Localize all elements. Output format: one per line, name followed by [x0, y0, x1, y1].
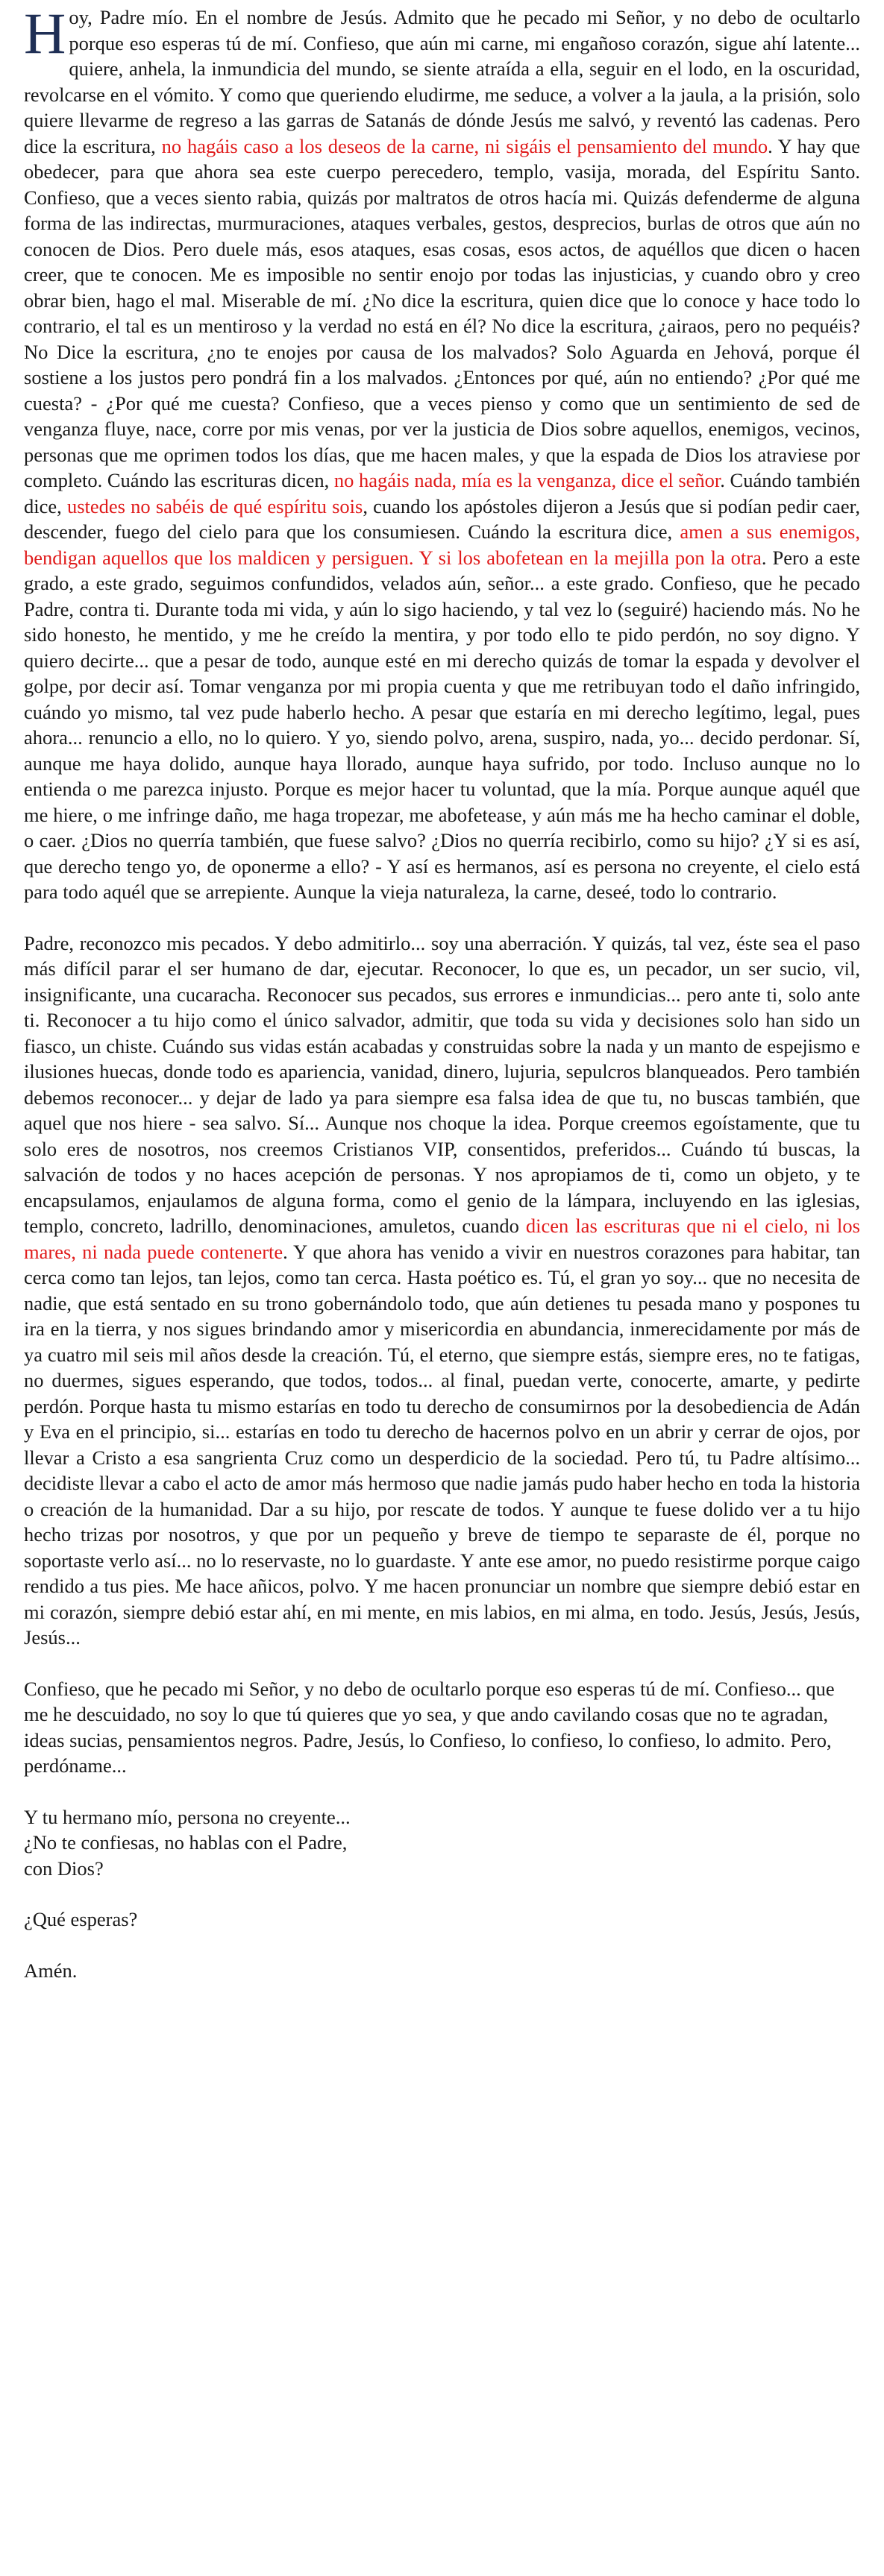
body-text: oy, Padre mío. En el nombre de Jesús. Admito que he pecado mi Señor, y no debo de ocultarlo porque eso esperas tú de mí. Confieso, que aún mi carne, mi engañoso corazón, sigue ahí latente... quiere, anhela, la inmundicia del mundo, se siente atraída a ella, seguir en el lodo, en la oscuridad, revolcarse en el vómito. Y como que queriendo eludirme, me seduce, a volver a la jaula, a la prisión, solo quiere llevarme de regreso a las garras de Satanás de dónde Jesús me salvó, y reventó las cadenas. Pero dice la escritura,	[24, 6, 860, 157]
body-text: . Cuándo también dice,	[24, 469, 860, 517]
body-text: ¿Qué esperas?	[24, 1908, 138, 1930]
body-text: Amén.	[24, 1959, 78, 1982]
body-text: , cuando los apóstoles dijeron a Jesús que si podían pedir caer, descender, fuego del cielo para que los consumiesen. Cuándo la escritura dice,	[24, 494, 860, 543]
scripture-quote: no hagáis nada, mía es la venganza, dice el señor	[333, 469, 721, 491]
body-text: con Dios?	[24, 1857, 104, 1880]
paragraph	[24, 1804, 860, 1882]
body-text: Y tu hermano mío, persona no creyente...	[24, 1805, 351, 1828]
paragraph	[24, 1906, 860, 1933]
body-text: Padre, reconozco mis pecados. Y debo admitirlo... soy una aberración. Y quizás, tal vez, éste sea el paso más difícil parar el ser humano de dar, ejecutar. Reconocer, lo que es, un pecador, un ser sucio, vil, insignificante, una cucaracha. Reconocer sus pecados, sus errores e inmundicias... pero ante ti, solo ante ti. Reconocer a tu hijo como el único salvador, admitir, que toda su vida y decisiones solo han sido un fiasco, un chiste. Cuándo sus vidas están acabadas y construidas sobre la nada y un manto de espejismo e ilusiones huecas, donde todo es apariencia, vanidad, dinero, lujuria, sepulcros blanqueados. Pero también debemos reconocer... y dejar de lado ya para siempre esa falsa idea de que tu, no buscas también, que aquel que nos hiere - sea salvo. Sí... Aunque nos choque la idea. Porque creemos egoístamente, que tu solo eres de nosotros, nos creemos Cristianos VIP, consentidos, preferidos... Cuándo tú buscas, la salvación de todos y no haces acepción de personas. Y nos apropiamos de ti, como un objeto, y te encapsulamos, enjaulamos de alguna forma, como el genio de la lámpara, incluyendo en las iglesias, templo, concreto, ladrillo, denominaciones, amuletos, cuando	[24, 931, 860, 1237]
body-text: . Y que ahora has venido a vivir en nuestros corazones para habitar, tan cerca como tan lejos, tan lejos, como tan cerca. Hasta poético es. Tú, el gran yo soy... que no necesita de nadie, que está sentado en su trono gobernándolo todo, que aún detienes tu pesada mano y pospones tu ira en la tierra, y nos sigues brindando amor y misericordia en abundancia, inmerecidamente por más de ya cuatro mil seis mil años desde la creación. Tú, el eterno, que siempre estás, siempre eres, no te fatigas, no duermes, sigues esperando, que todos, todos... al final, puedan verte, conocerte, amarte, y pedirte perdón. Porque hasta tu mismo estarías en todo tu derecho de consumirnos por la desobediencia de Adán y Eva en el principio, si... estarías en todo tu derecho de hacernos polvo en un abrir y cerrar de ojos, por llevar a Cristo a esa sangrienta Cruz como un desperdicio de la sociedad. Pero tú, tu Padre altísimo... decidiste llevar a cabo el acto de amor más hermoso que nadie jamás pudo haber hecho en toda la historia o creación de la humanidad. Dar a su hijo, por rescate de todos. Y aunque te fuese dolido ver a tu hijo hecho trizas por nosotros, y que por un pequeño y breve de tiempo te separaste de él, porque no soportaste verlo así... no lo reservaste, no lo guardaste. Y ante ese amor, no puedo resistirme porque caigo rendido a tus pies. Me hace añicos, polvo. Y me hacen pronunciar un nombre que siempre debió estar en mi corazón, siempre debió estar ahí, en mi mente, en mis labios, en mi alma, en todo. Jesús, Jesús, Jesús, Jesús...	[24, 1240, 860, 1648]
body-text: perdóname...	[24, 1754, 127, 1777]
body-text: . Pero a este grado, a este grado, seguimos confundidos, velados aún, señor... a este grado. Confieso, que he pecado Padre, contra ti. Durante toda mi vida, y aún lo sigo haciendo, y tal vez lo (seguiré) haciendo más. No he sido honesto, he mentido, y me he creído la mentira, y por todo ello te pido perdón, no soy digno. Y quiero decirte... que a pesar de todo, aunque esté en mi derecho quizás de tomar la espada y devolver el golpe, por decir así. Tomar venganza por mi propia cuenta y que me retribuyan todo el daño infringido, cuándo yo mismo, tal vez pude haberlo hecho. A pesar que estaría en mi derecho legítimo, legal, pues ahora... renuncio a ello, no lo quiero. Y yo, siendo polvo, arena, suspiro, nada, yo... decido perdonar. Sí, aunque me haya dolido, aunque haya llorado, aunque haya sufrido, por todo. Incluso aunque no lo entienda o me parezca injusto. Porque es mejor hacer tu voluntad, que la mía. Porque aunque aquél que me hiere, o me infringe daño, me haga tropezar, me abofetease, y aún más me ha hecho caminar el doble, o caer. ¿Dios no querría también, que fuese salvo? ¿Dios no querría recibirlo, como su hijo? ¿Y si es así, que derecho tengo yo, de oponerme a ello? - Y así es hermanos, así es persona no creyente, el cielo está para todo aquél que se arrepiente. Aunque la vieja naturaleza, la carne, deseé, todo lo contrario.	[24, 546, 860, 903]
paragraph	[24, 930, 860, 1651]
paragraph	[24, 1, 860, 905]
scripture-quote: ustedes no sabéis de qué espíritu sois	[66, 494, 363, 517]
scripture-quote: dicen las escrituras que ni el cielo, ni los mares, ni nada puede contenerte	[24, 1215, 860, 1263]
scripture-quote: no hagáis caso a los deseos de la carne, ni sigáis el pensamiento del mundo	[161, 134, 768, 157]
body-text: . Y hay que obedecer, para que ahora sea este cuerpo perecedero, templo, vasija, morada, del Espíritu Santo. Confieso, que a veces siento rabia, quizás por maltratos de otros hacía mi. Quizás defenderme de alguna forma de las indirectas, murmuraciones, ataques verbales, gestos, desprecios, burlas de otros que aún no conocen de Dios. Pero duele más, esos ataques, esas cosas, esos actos, de aquéllos que dicen o hacen creer, que te conocen. Me es imposible no sentir enojo por todas las injusticias, y cuando obro y creo obrar bien, hago el mal. Miserable de mí. ¿No dice la escritura, quien dice que lo conoce y hace todo lo contrario, el tal es un mentiroso y la verdad no está en él? No dice la escritura, ¿airaos, pero no pequéis? No Dice la escritura, ¿no te enojes por causa de los malvados? Solo Aguarda en Jehová, porque él sostiene a los justos pero pondrá fin a los malvados. ¿Entonces por qué, aún no entiendo? ¿Por qué me cuesta? - ¿Por qué me cuesta? Confieso, que a veces pienso y como que un sentimiento de sed de venganza fluye, nace, corre por mis venas, por ver la justicia de Dios sobre aquellos, enemigos, vecinos, personas que me oprimen todos los días, que me hacen males, y que la espada de Dios los atraviese por completo. Cuándo las escrituras dicen,	[24, 134, 860, 491]
scripture-quote: amen a sus enemigos, bendigan aquellos que los maldicen y persiguen. Y si los abofetean en la mejilla pon la otra	[24, 520, 860, 569]
drop-cap: H	[24, 1, 66, 66]
body-text: Confieso, que he pecado mi Señor, y no debo de ocultarlo porque eso esperas tú de mí. Confieso... que me he descuidado, no soy lo que tú quieres que yo sea, y que ando cavilando cosas que no te agradan, ideas sucias, pensamientos negros. Padre, Jesús, lo Confieso, lo confieso, lo confieso, lo admito. Pero,	[24, 1677, 835, 1751]
paragraph	[24, 1676, 860, 1779]
body-text: ¿No te confiesas, no hablas con el Padre,	[24, 1831, 348, 1854]
paragraph	[24, 1958, 860, 1984]
